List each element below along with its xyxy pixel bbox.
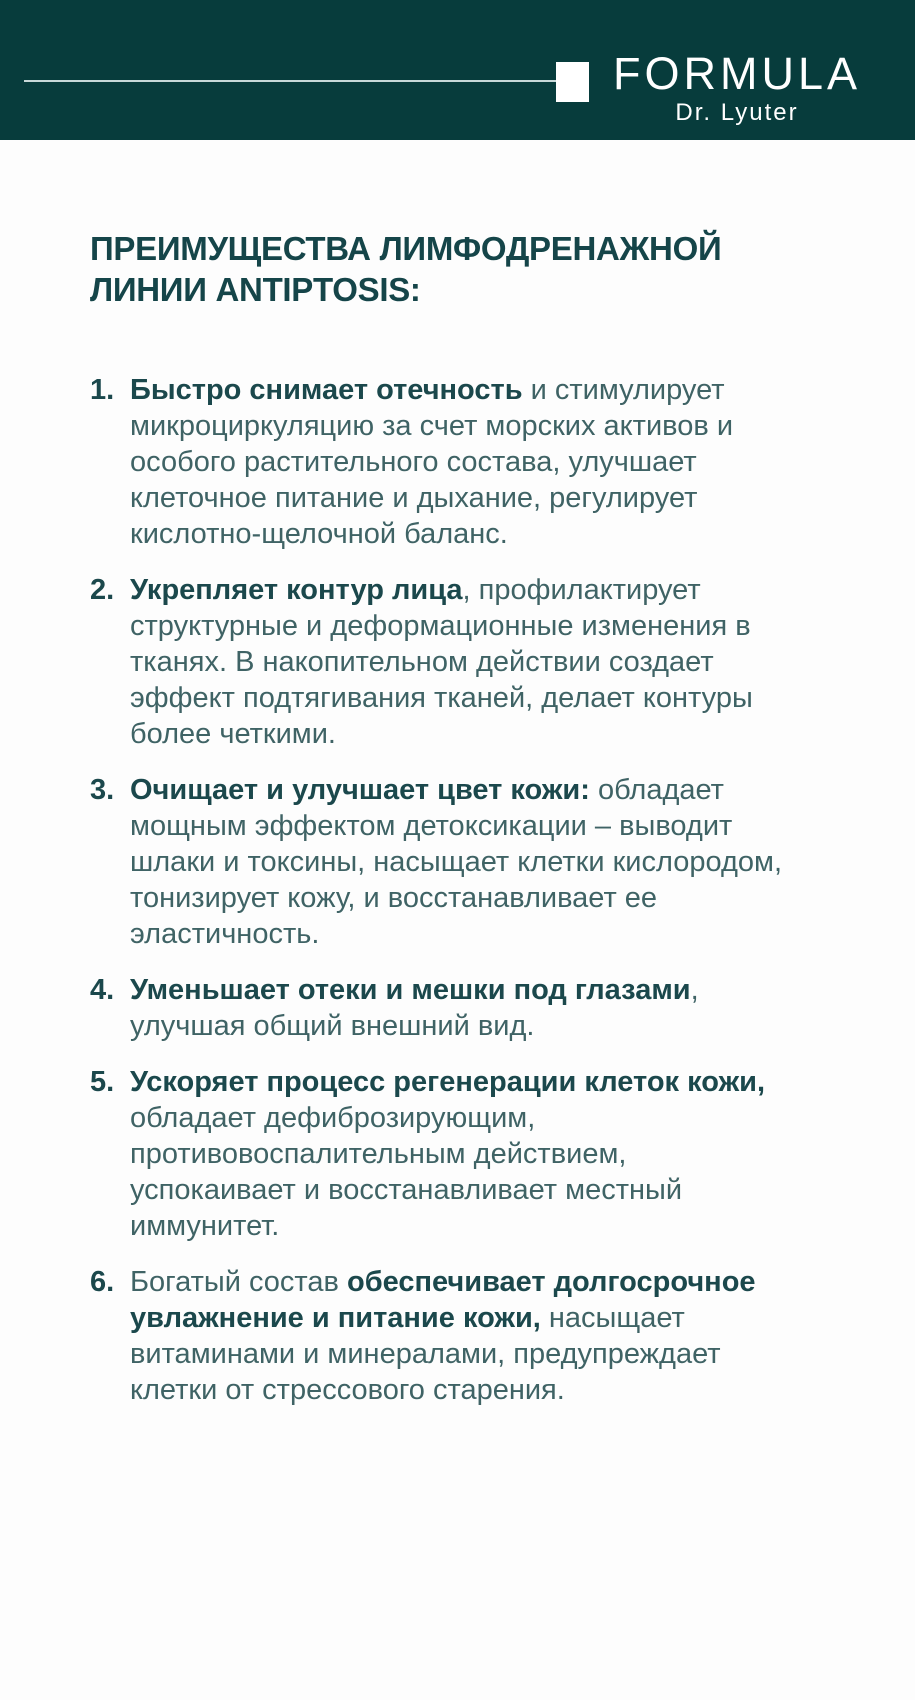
logo-subtext: Dr. Lyuter (675, 99, 799, 127)
list-item-number: 5. (90, 1066, 115, 1098)
benefits-list (90, 372, 845, 1408)
list-item-text (130, 1264, 798, 1408)
text-segment: Богатый состав (130, 1266, 347, 1298)
logo-square-icon (556, 62, 589, 102)
header-rule-line (24, 80, 556, 82)
bold-segment: Очищает и улучшает цвет кожи: (130, 774, 590, 806)
list-item (90, 772, 845, 952)
list-item-number: 4. (90, 974, 115, 1006)
brand-header (0, 0, 915, 140)
content-area (0, 140, 915, 1408)
list-item-number: 3. (90, 774, 115, 806)
text-segment: обладает дефиброзирующим, противовоспалительным действием, успокаивает и восстанавливает местный иммунитет. (130, 1102, 683, 1242)
list-item-text (130, 1064, 798, 1244)
text-segment: и стимулирует микроциркуляцию за счет морских активов и особого растительного состава, улучшает клеточное питание и дыхание, регулирует кислотно-щелочной баланс. (130, 374, 734, 550)
list-item-number: 1. (90, 374, 115, 406)
logo-text: FORMULA (612, 48, 861, 99)
list-item (90, 972, 845, 1044)
list-item (90, 1064, 845, 1244)
text-segment: , профилактирует структурные и деформационные изменения в тканях. В накопительном действии создает эффект подтягивания тканей, делает контуры более четкими. (130, 574, 753, 750)
list-item-number: 6. (90, 1266, 115, 1298)
bold-segment: Ускоряет процесс регенерации клеток кожи, (130, 1066, 766, 1098)
bold-segment: Быстро снимает отечность (130, 374, 523, 406)
list-item-number: 2. (90, 574, 115, 606)
list-item-text (130, 972, 798, 1044)
bold-segment: Укрепляет контур лица (130, 574, 463, 606)
bold-segment: обеспечивает долгосрочное увлажнение и питание кожи, (130, 1266, 756, 1334)
list-item (90, 372, 845, 552)
list-item (90, 572, 845, 752)
brand-logo (612, 50, 862, 127)
text-segment: , улучшая общий внешний вид. (130, 974, 699, 1042)
list-item-text (130, 772, 798, 952)
page-title: ПРЕИМУЩЕСТВА ЛИМФОДРЕНАЖНОЙ ЛИНИИ ANTIPTOSIS: (90, 230, 722, 308)
bold-segment: Уменьшает отеки и мешки под глазами (130, 974, 691, 1006)
list-item-text (130, 572, 798, 752)
text-segment: обладает мощным эффектом детоксикации – выводит шлаки и токсины, насыщает клетки кислородом, тонизирует кожу, и восстанавливает ее эластичность. (130, 774, 783, 950)
list-item-text (130, 372, 798, 552)
list-item (90, 1264, 845, 1408)
text-segment: насыщает витаминами и минералами, предупреждает клетки от стрессового старения. (130, 1302, 721, 1406)
